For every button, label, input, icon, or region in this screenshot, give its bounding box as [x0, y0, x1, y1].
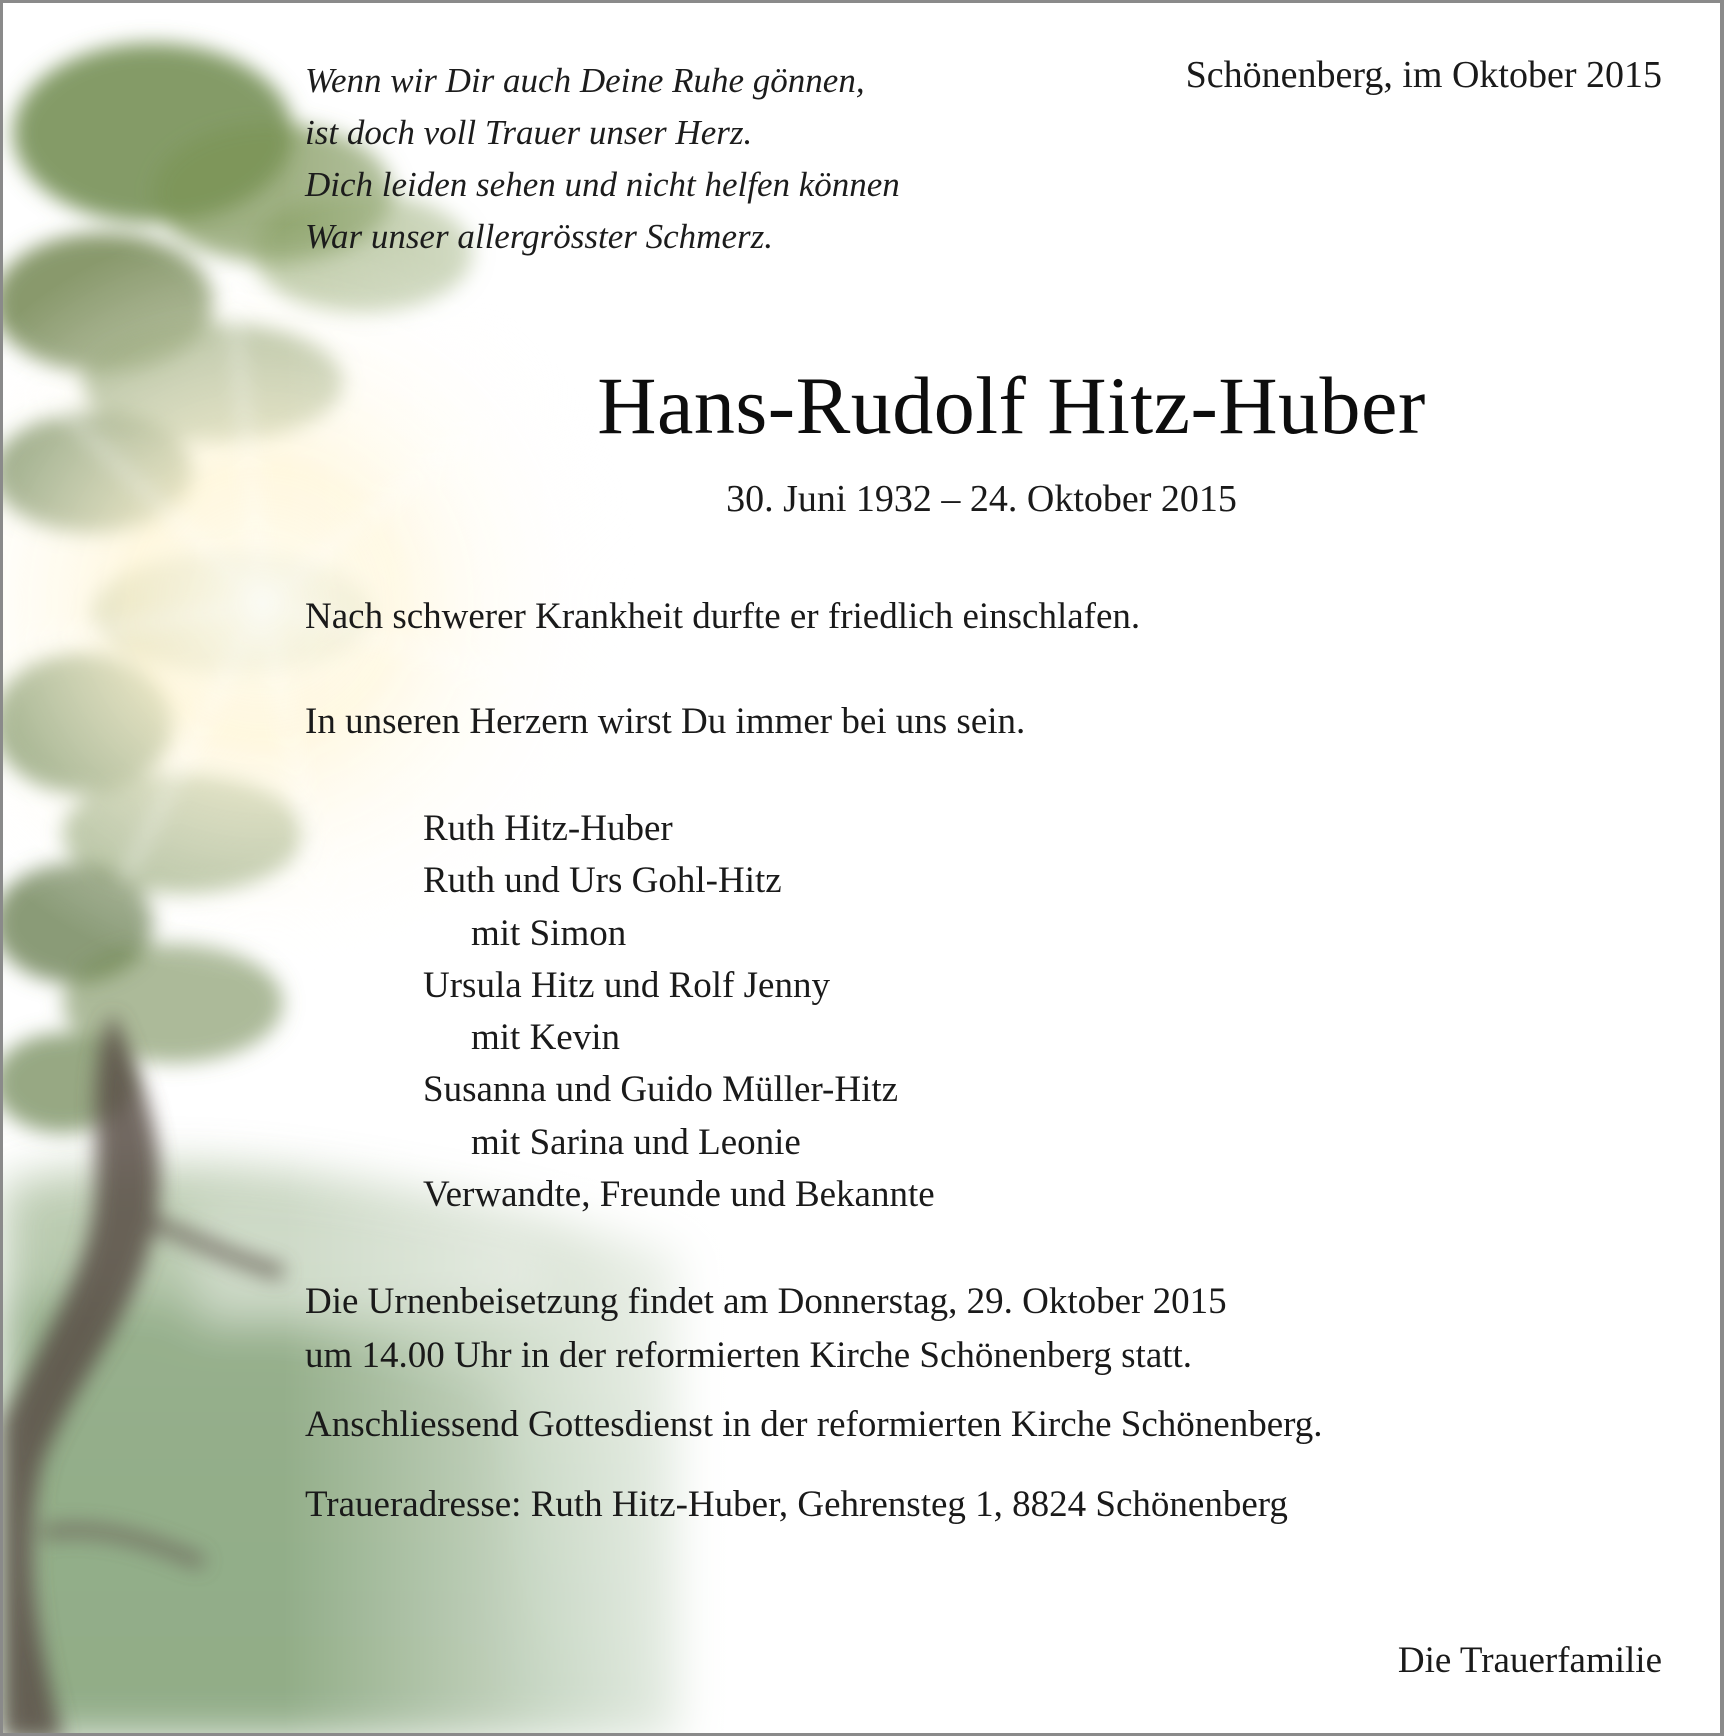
remembrance-text: In unseren Herzern wirst Du immer bei uns sein.: [305, 701, 1026, 742]
poem-line: War unser allergrösster Schmerz.: [305, 217, 773, 256]
family-member: Ruth und Urs Gohl-Hitz: [423, 860, 782, 902]
mourning-address: Traueradresse: Ruth Hitz-Huber, Gehrensteg 1, 8824 Schönenberg: [305, 1484, 1288, 1525]
place-and-date: Schönenberg, im Oktober 2015: [1185, 54, 1662, 96]
family-member: mit Kevin: [471, 1017, 621, 1059]
family-member: Ruth Hitz-Huber: [423, 808, 673, 849]
family-member: Ursula Hitz und Rolf Jenny: [423, 964, 830, 1006]
signature: Die Trauerfamilie: [1397, 1640, 1662, 1681]
family-member: Verwandte, Freunde und Bekannte: [423, 1174, 935, 1216]
funeral-info: [305, 1275, 1227, 1383]
funeral-line: um 14.00 Uhr in der reformierten Kirche Schönenberg statt.: [305, 1335, 1193, 1376]
funeral-line: Die Urnenbeisetzung findet am Donnerstag, 29. Oktober 2015: [305, 1281, 1227, 1322]
poem: [305, 55, 900, 263]
family-member: mit Simon: [471, 912, 627, 954]
service-info: Anschliessend Gottesdienst in der reformierten Kirche Schönenberg.: [305, 1404, 1323, 1445]
poem-line: Wenn wir Dir auch Deine Ruhe gönnen,: [305, 61, 865, 100]
poem-line: Dich leiden sehen und nicht helfen können: [305, 165, 900, 204]
family-list: [423, 803, 935, 1221]
poem-line: ist doch voll Trauer unser Herz.: [305, 113, 753, 152]
lifespan-dates: 30. Juni 1932 – 24. Oktober 2015: [726, 478, 1237, 520]
deceased-name: Hans-Rudolf Hitz-Huber: [597, 360, 1426, 451]
statement-text: Nach schwerer Krankheit durfte er friedlich einschlafen.: [305, 596, 1141, 637]
family-member: mit Sarina und Leonie: [471, 1121, 801, 1163]
family-member: Susanna und Guido Müller-Hitz: [423, 1069, 899, 1111]
